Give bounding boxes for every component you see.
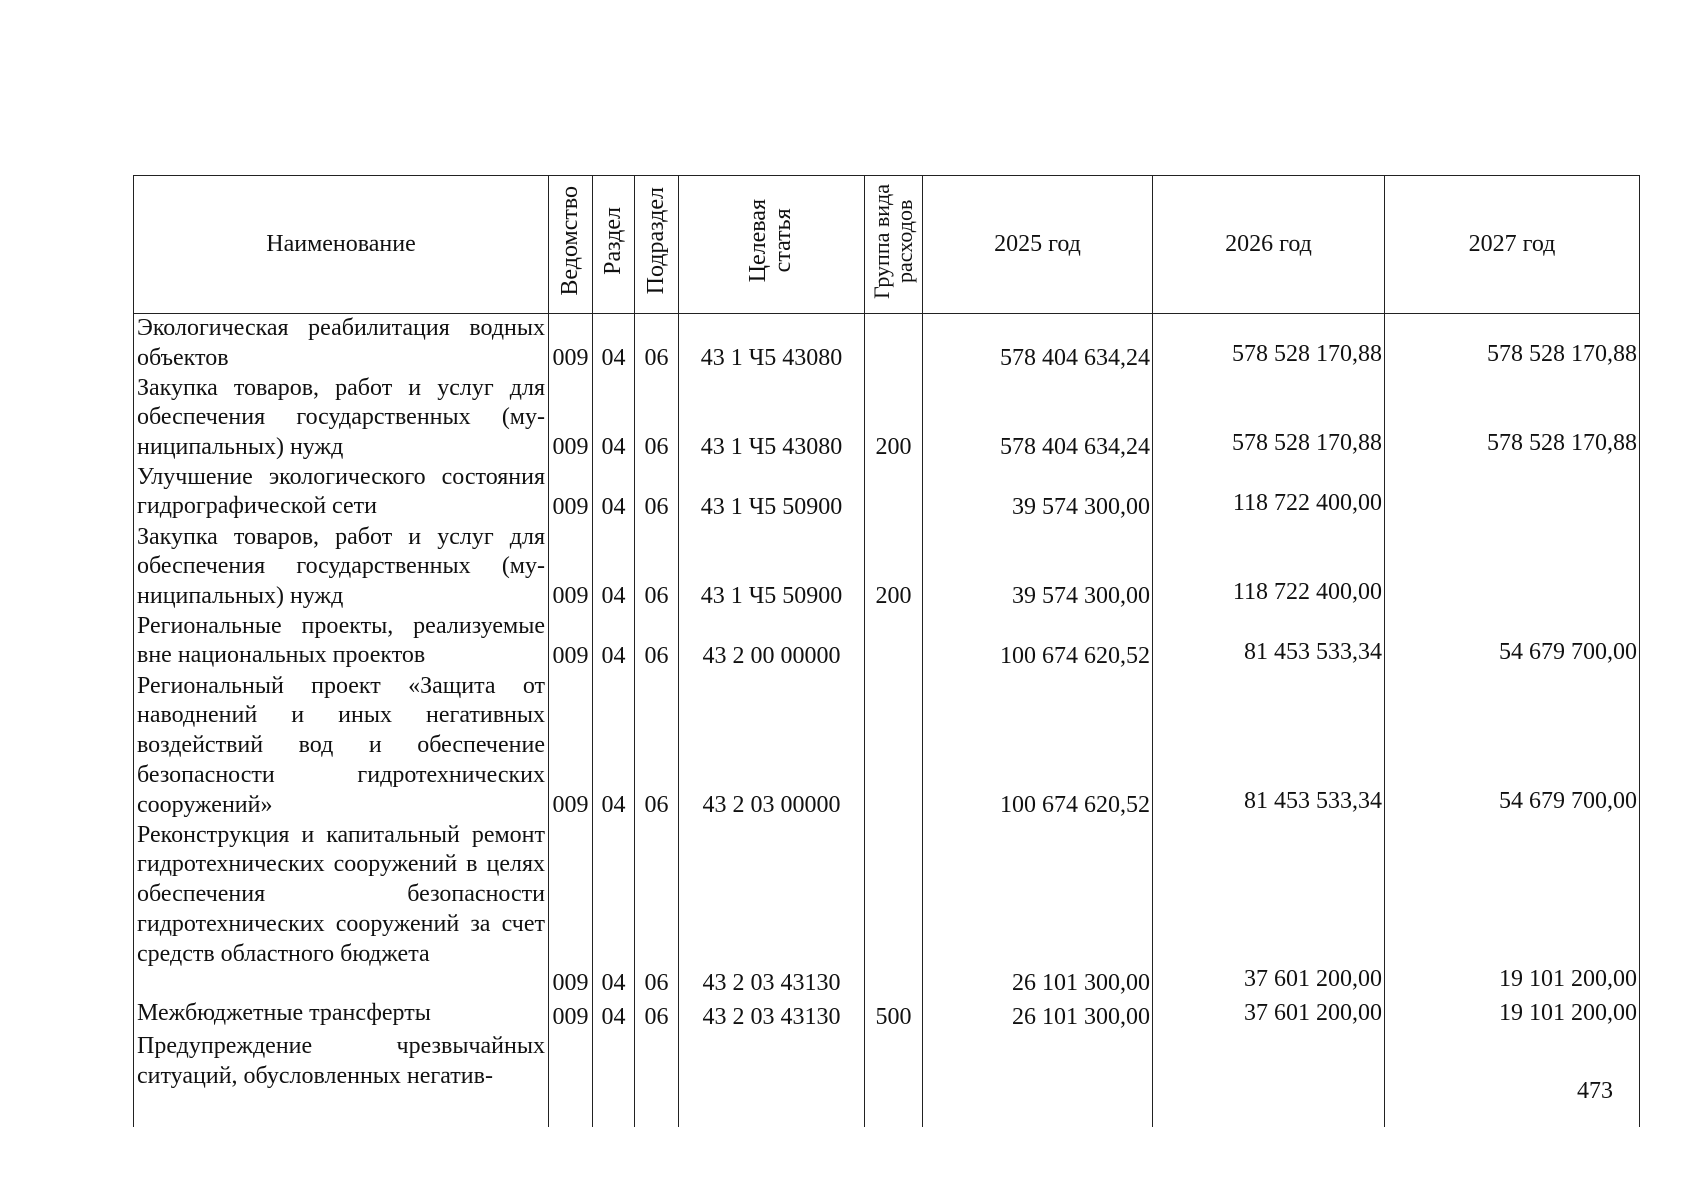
cell-2025: 100 674 620,52 [923,672,1153,821]
cell-vedomstvo [549,1032,593,1127]
header-gruppa-vida-rashodov: Группа вида расходов [865,176,923,314]
header-2027: 2027 год [1385,176,1640,314]
cell-gruppa: 200 [865,523,923,612]
cell-razdel [593,1032,635,1127]
cell-2025: 578 404 634,24 [923,374,1153,463]
cell-2025: 26 101 300,00 [923,821,1153,999]
cell-2026: 37 601 200,00 [1153,821,1385,999]
page-number: 473 [1577,1078,1613,1104]
cell-gruppa [865,672,923,821]
header-podrazdel: Подраздел [635,176,679,314]
header-razdel: Раздел [593,176,635,314]
cell-gruppa [865,314,923,374]
cell-celevaya-statya: 43 2 03 43130 [679,999,865,1033]
cell-2026: 81 453 533,34 [1153,672,1385,821]
cell-vedomstvo: 009 [549,821,593,999]
cell-2027: 19 101 200,00 [1385,999,1640,1033]
cell-2026: 118 722 400,00 [1153,463,1385,523]
cell-podrazdel: 06 [635,821,679,999]
table-row [134,463,1640,523]
cell-2027: 578 528 170,88 [1385,314,1640,374]
header-celevaya-statya: Целевая статья [679,176,865,314]
cell-gruppa: 200 [865,374,923,463]
cell-2026: 578 528 170,88 [1153,314,1385,374]
cell-celevaya-statya: 43 2 03 00000 [679,672,865,821]
cell-razdel: 04 [593,672,635,821]
cell-celevaya-statya: 43 1 Ч5 50900 [679,523,865,612]
cell-name: Региональные проекты, реализуемые вне национальных проектов [134,612,549,672]
table-row [134,612,1640,672]
cell-gruppa [865,612,923,672]
cell-vedomstvo: 009 [549,672,593,821]
cell-2025: 100 674 620,52 [923,612,1153,672]
cell-name: Закупка товаров, работ и услуг для обеспечения государственных (муниципальных) нужд [134,374,549,463]
table-row [134,314,1640,374]
cell-2027 [1385,523,1640,612]
cell-2027 [1385,463,1640,523]
header-vedomstvo: Ведомство [549,176,593,314]
cell-razdel: 04 [593,523,635,612]
cell-celevaya-statya [679,1032,865,1127]
cell-2027: 54 679 700,00 [1385,672,1640,821]
cell-2026: 578 528 170,88 [1153,374,1385,463]
cell-vedomstvo: 009 [549,374,593,463]
cell-celevaya-statya: 43 2 03 43130 [679,821,865,999]
table-row [134,672,1640,821]
cell-razdel: 04 [593,612,635,672]
cell-2026: 37 601 200,00 [1153,999,1385,1033]
cell-2025 [923,1032,1153,1127]
cell-podrazdel: 06 [635,463,679,523]
cell-2025: 26 101 300,00 [923,999,1153,1033]
cell-podrazdel: 06 [635,999,679,1033]
cell-vedomstvo: 009 [549,612,593,672]
cell-name: Улучшение экологического состояния гидрографической сети [134,463,549,523]
cell-gruppa: 500 [865,999,923,1033]
header-2026: 2026 год [1153,176,1385,314]
cell-2026 [1153,1032,1385,1127]
cell-razdel: 04 [593,314,635,374]
cell-podrazdel: 06 [635,523,679,612]
table-row [134,374,1640,463]
cell-gruppa [865,1032,923,1127]
table-row [134,821,1640,999]
cell-podrazdel [635,1032,679,1127]
cell-celevaya-statya: 43 1 Ч5 43080 [679,374,865,463]
table-row [134,1032,1640,1127]
cell-podrazdel: 06 [635,314,679,374]
cell-2026: 118 722 400,00 [1153,523,1385,612]
cell-razdel: 04 [593,999,635,1033]
cell-vedomstvo: 009 [549,314,593,374]
table-row [134,523,1640,612]
cell-vedomstvo: 009 [549,463,593,523]
cell-2025: 39 574 300,00 [923,523,1153,612]
cell-name: Межбюджетные трансферты [134,999,549,1033]
cell-podrazdel: 06 [635,612,679,672]
cell-name: Экологическая реабилитация водных объектов [134,314,549,374]
cell-podrazdel: 06 [635,374,679,463]
cell-2025: 578 404 634,24 [923,314,1153,374]
header-name: Наименование [134,176,549,314]
cell-name: Региональный проект «Защита от наводнений и иных негативных воздействий вод и обеспечение безопасности гидротехнических сооружений» [134,672,549,821]
cell-razdel: 04 [593,821,635,999]
cell-2027: 19 101 200,00 [1385,821,1640,999]
cell-razdel: 04 [593,463,635,523]
cell-vedomstvo: 009 [549,523,593,612]
cell-name: Закупка товаров, работ и услуг для обеспечения государственных (муниципальных) нужд [134,523,549,612]
cell-celevaya-statya: 43 1 Ч5 43080 [679,314,865,374]
table-body [134,314,1640,1128]
cell-celevaya-statya: 43 1 Ч5 50900 [679,463,865,523]
table-header-row [134,176,1640,314]
table-row [134,999,1640,1033]
header-2025: 2025 год [923,176,1153,314]
cell-gruppa [865,821,923,999]
cell-2026: 81 453 533,34 [1153,612,1385,672]
cell-gruppa [865,463,923,523]
cell-vedomstvo: 009 [549,999,593,1033]
cell-podrazdel: 06 [635,672,679,821]
cell-celevaya-statya: 43 2 00 00000 [679,612,865,672]
cell-2027: 54 679 700,00 [1385,612,1640,672]
cell-name: Реконструкция и капитальный ремонт гидротехнических сооружений в целях обеспечения безопасности гидротехнических сооружений за счет средств областного бюджета [134,821,549,999]
budget-table [133,175,1640,1127]
cell-2025: 39 574 300,00 [923,463,1153,523]
cell-razdel: 04 [593,374,635,463]
cell-name: Предупреждение чрезвычайных ситуаций, обусловленных негатив- [134,1032,549,1127]
cell-2027: 578 528 170,88 [1385,374,1640,463]
